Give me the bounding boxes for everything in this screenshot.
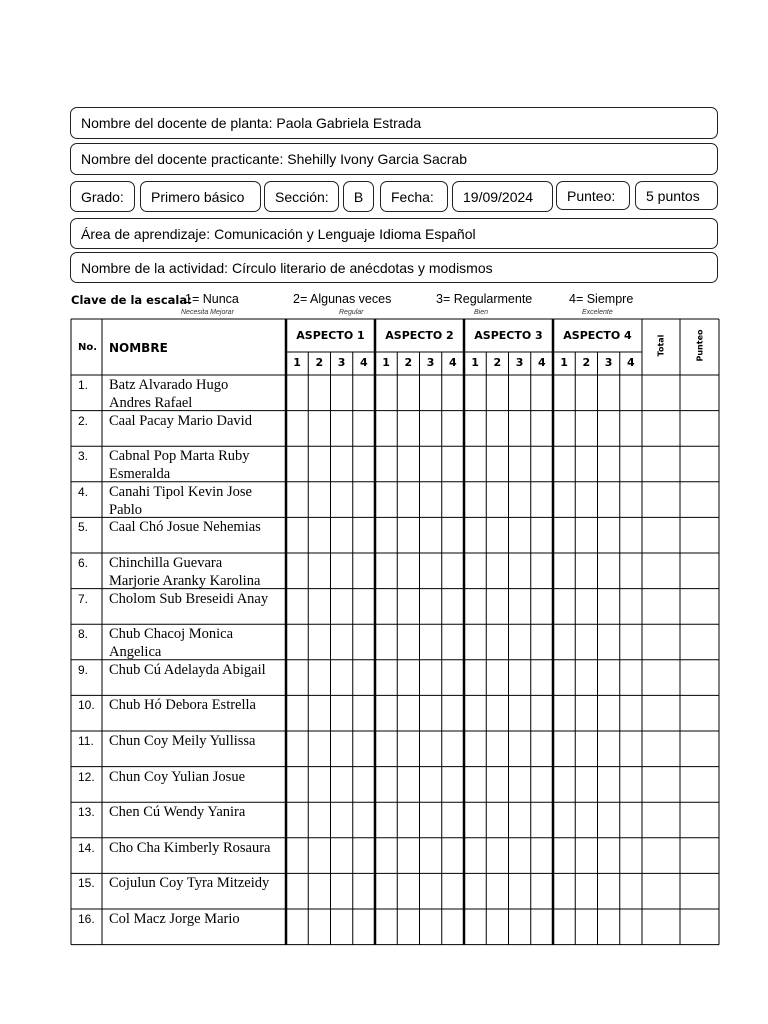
student-name: Batz Alvarado Hugo Andres Rafael: [109, 377, 229, 411]
student-name: Chun Coy Meily Yullissa: [109, 733, 256, 749]
student-name: Chub Cú Adelayda Abigail: [109, 661, 266, 678]
scale-title: Clave de la escala:: [71, 293, 192, 307]
aspect-1-level-4: 4: [360, 356, 368, 369]
scale-item-3: 3= Regularmente: [436, 292, 533, 306]
col-punteo-header: Punteo: [695, 329, 704, 362]
row-number: 5.: [78, 520, 89, 535]
row-number: 4.: [78, 484, 89, 499]
aspect-1-level-2: 2: [315, 356, 324, 369]
aspect-1-level-3: 3: [337, 356, 346, 369]
row-number: 12.: [78, 769, 95, 784]
student-name: Chinchilla Guevara Marjorie Aranky Karolina: [109, 555, 261, 589]
student-name: Chub Hó Debora Estrella: [109, 697, 256, 714]
docente-planta-text: Nombre del docente de planta: Paola Gabriela Estrada: [81, 115, 422, 131]
aspect-4-level-2: 2: [582, 356, 591, 369]
row-number: 2.: [78, 413, 89, 428]
grado-value: Primero básico: [151, 188, 245, 205]
student-name: Caal Chó Josue Nehemias: [109, 519, 261, 536]
aspect-2-level-3: 3: [426, 356, 435, 369]
student-name: Cabnal Pop Marta Ruby Esmeralda: [109, 448, 250, 483]
col-no-header: No.: [78, 342, 98, 353]
grado-label: Grado:: [81, 188, 124, 205]
scale-sub-1: Necesita Mejorar: [181, 309, 234, 316]
student-name: Cholom Sub Breseidi Anay: [109, 590, 269, 607]
col-total-header: Total: [656, 334, 666, 357]
student-name: Chub Chacoj Monica Angelica: [109, 626, 234, 661]
student-name: Col Macz Jorge Mario: [109, 911, 240, 927]
scale-sub-3: Bien: [474, 309, 489, 316]
student-name: Cojulun Coy Tyra Mitzeidy: [109, 875, 270, 892]
docente-practicante-text: Nombre del docente practicante: Shehilly Ivony Garcia Sacrab: [81, 151, 467, 167]
row-number: 7.: [78, 591, 89, 606]
student-name: Caal Pacay Mario David: [109, 412, 252, 429]
student-name: Chen Cú Wendy Yanira: [109, 804, 246, 821]
aspect-2-level-2: 2: [404, 356, 413, 369]
fecha-value: 19/09/2024: [463, 188, 534, 205]
aspect-4-header: ASPECTO 4: [563, 329, 632, 342]
scale-item-2: 2= Algunas veces: [293, 292, 392, 306]
scale-item-1: 1= Nunca: [185, 292, 239, 306]
seccion-label: Sección:: [275, 188, 329, 205]
seccion-value: B: [353, 188, 364, 205]
aspect-1-header: ASPECTO 1: [296, 329, 365, 342]
aspect-1-level-1: 1: [293, 356, 301, 369]
punteo-label: Punteo:: [567, 187, 616, 204]
aspect-2-header: ASPECTO 2: [385, 329, 454, 342]
row-number: 9.: [78, 662, 89, 677]
aspect-3-level-3: 3: [515, 356, 524, 369]
scale-sub-4: Excelente: [582, 309, 613, 316]
row-number: 16.: [78, 912, 95, 926]
student-name: Cho Cha Kimberly Rosaura: [109, 839, 271, 856]
student-name: Chun Coy Yulian Josue: [109, 768, 246, 785]
aspect-2-level-1: 1: [382, 356, 390, 369]
aspect-2-level-4: 4: [449, 356, 457, 369]
student-name: Canahi Tipol Kevin Jose Pablo: [109, 483, 252, 518]
row-number: 3.: [78, 449, 89, 464]
scale-sub-2: Regular: [339, 309, 364, 316]
aspect-4-level-1: 1: [560, 356, 568, 369]
aspect-3-header: ASPECTO 3: [474, 329, 543, 342]
actividad-text: Nombre de la actividad: Círculo literario de anécdotas y modismos: [81, 259, 493, 276]
row-number: 14.: [78, 840, 95, 855]
row-number: 10.: [78, 698, 95, 713]
aspect-3-level-1: 1: [471, 356, 479, 369]
row-number: 13.: [78, 805, 95, 820]
aspect-4-level-4: 4: [627, 356, 635, 369]
area-text: Área de aprendizaje: Comunicación y Lenguaje Idioma Español: [81, 225, 476, 242]
row-number: 8.: [78, 627, 89, 642]
scale-item-4: 4= Siempre: [569, 292, 634, 306]
row-number: 1.: [78, 378, 89, 392]
row-number: 15.: [78, 876, 95, 891]
fecha-label: Fecha:: [391, 188, 434, 205]
row-number: 11.: [78, 734, 94, 748]
aspect-3-level-2: 2: [493, 356, 502, 369]
aspect-4-level-3: 3: [604, 356, 613, 369]
col-nombre-header: NOMBRE: [109, 341, 168, 355]
aspect-3-level-4: 4: [538, 356, 546, 369]
punteo-value: 5 puntos: [646, 187, 700, 204]
row-number: 6.: [78, 556, 89, 570]
